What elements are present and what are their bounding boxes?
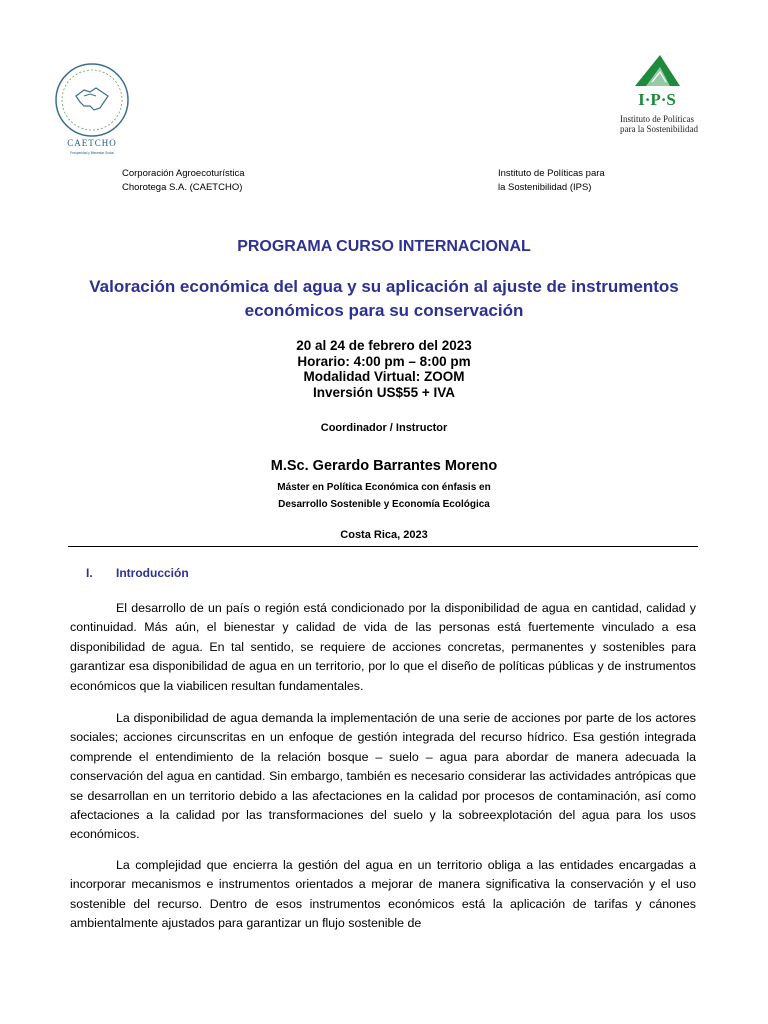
section-heading (86, 566, 189, 580)
caetcho-logo-text: CAETCHO (67, 138, 117, 148)
right-org-name: Instituto de Políticas para la Sostenibilidad (IPS) (498, 168, 605, 193)
course-title: Valoración económica del agua y su aplicación al ajuste de instrumentos económicos para su conservación (89, 277, 679, 320)
instructor-degree: Máster en Política Económica con énfasis en Desarrollo Sostenible y Economía Ecológica (277, 482, 491, 510)
course-schedule: Horario: 4:00 pm – 8:00 pm (297, 353, 471, 369)
course-details (0, 338, 768, 400)
course-investment: Inversión US$55 + IVA (313, 384, 455, 400)
ips-logo-text: I·P·S (638, 90, 676, 109)
program-title: PROGRAMA CURSO INTERNACIONAL (237, 238, 531, 255)
paragraph: La complejidad que encierra la gestión del agua en un territorio obliga a las entidades encargadas a incorporar mecanismos e instrumentos orientados a mejorar de manera significativa la conservación y el uso sostenible del recurso. Dentro de esos instrumentos económicos está la aplicación de tarifas y cánones ambientalmente ajustados para garantizar un flujo sostenible de (70, 858, 696, 931)
section-title: Introducción (116, 566, 189, 580)
paragraph: El desarrollo de un país o región está condicionado por la disponibilidad de agua en cantidad, calidad y continuidad. Más aún, el bienestar y calidad de vida de las personas está fuertemente vinculado a esa disponibilidad de agua. En tal sentido, se requiere de acciones concretas, permanentes y sostenibles para garantizar esa disponibilidad de agua en un territorio, por lo que el diseño de políticas públicas y de instrumentos económicos que la viabilicen resultan fundamentales. (70, 601, 696, 693)
divider (68, 546, 698, 547)
caetcho-logo-tagline: Prosperidad y Bienestar Social (70, 151, 114, 155)
caetcho-logo (50, 62, 134, 160)
paragraph: La disponibilidad de agua demanda la implementación de una serie de acciones por parte de los actores sociales; acciones circunscritas en un enfoque de gestión integrada del recurso hídrico. Esa gestión integrada comprende el entendimiento de la relación bosque – suelo – agua para abordar de manera adecuada la conservación del agua en cantidad. Sin embargo, también es necesario considerar las actividades antrópicas que se desarrollan en un territorio debido a las afectaciones en la calidad por procesos de contaminación, así como afectaciones a la calidad por las transformaciones del suelo y la sobreexplotación del agua para los usos económicos. (70, 711, 696, 842)
instructor-name: M.Sc. Gerardo Barrantes Moreno (270, 458, 498, 474)
course-modality: Modalidad Virtual: ZOOM (303, 369, 465, 384)
ips-logo-subtitle: Instituto de Políticas para la Sostenibilidad (620, 114, 698, 134)
instructor-role: Coordinador / Instructor (320, 422, 448, 434)
section-number: I. (86, 566, 93, 580)
place-year: Costa Rica, 2023 (340, 529, 428, 541)
course-dates: 20 al 24 de febrero del 2023 (296, 338, 472, 353)
left-org-name: Corporación Agroecoturística Chorotega S.A. (CAETCHO) (122, 168, 245, 193)
ips-logo (610, 52, 710, 142)
